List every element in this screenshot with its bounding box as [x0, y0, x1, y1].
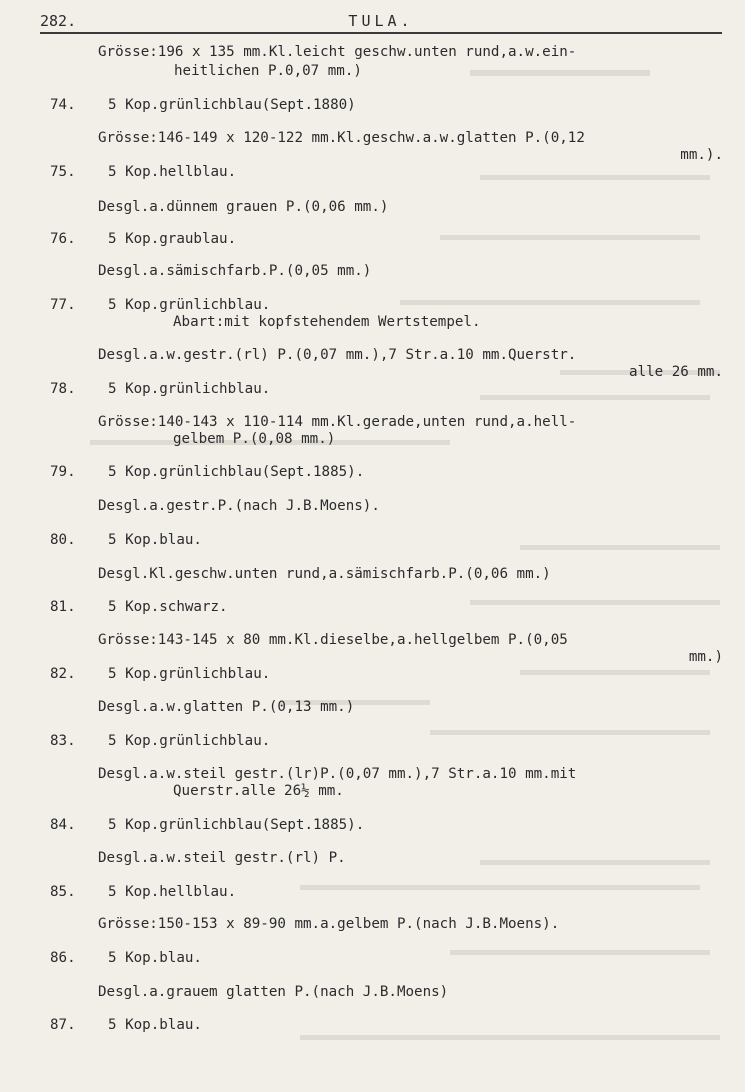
entry-title: 5 Kop.grünlichblau(Sept.1885).: [108, 817, 365, 833]
entry-title: 5 Kop.grünlichblau(Sept.1880): [108, 97, 356, 113]
entry-description: Desgl.a.dünnem grauen P.(0,06 mm.): [98, 199, 389, 215]
entry-title: 5 Kop.grünlichblau(Sept.1885).: [108, 464, 365, 480]
entry-number: 75.: [50, 164, 76, 180]
page-title: TULA.: [348, 12, 414, 30]
entry-title: 5 Kop.grünlichblau.: [108, 666, 271, 682]
text-line: heitlichen P.0,07 mm.): [174, 63, 362, 79]
entry-description: Desgl.a.w.steil gestr.(lr)P.(0,07 mm.),7 Str.a.10 mm.mit: [98, 766, 577, 782]
entry-title: 5 Kop.grünlichblau.: [108, 381, 271, 397]
entry-description: mm.).: [680, 147, 723, 163]
entry-description: Grösse:140-143 x 110-114 mm.Kl.gerade,unten rund,a.hell-: [98, 414, 577, 430]
entry-number: 77.: [50, 297, 76, 313]
entry-number: 76.: [50, 231, 76, 247]
entry-title: 5 Kop.schwarz.: [108, 599, 228, 615]
entry-description: Desgl.a.gestr.P.(nach J.B.Moens).: [98, 498, 380, 514]
entry-title: 5 Kop.blau.: [108, 532, 202, 548]
text-line: Grösse:196 x 135 mm.Kl.leicht geschw.unten rund,a.w.ein-: [98, 44, 577, 60]
entry-description: Desgl.a.w.gestr.(rl) P.(0,07 mm.),7 Str.a.10 mm.Querstr.: [98, 347, 577, 363]
entry-description: alle 26 mm.: [629, 364, 723, 380]
entry-description: gelbem P.(0,08 mm.): [173, 431, 336, 447]
entry-description: Desgl.a.w.steil gestr.(rl) P.: [98, 850, 346, 866]
entry-description: Desgl.a.grauem glatten P.(nach J.B.Moens): [98, 984, 449, 1000]
entry-number: 85.: [50, 884, 76, 900]
entry-description: Grösse:150-153 x 89-90 mm.a.gelbem P.(nach J.B.Moens).: [98, 916, 560, 932]
entry-number: 84.: [50, 817, 76, 833]
page-number: 282.: [40, 12, 77, 30]
entry-description: Desgl.a.w.glatten P.(0,13 mm.): [98, 699, 355, 715]
entry-description: Grösse:146-149 x 120-122 mm.Kl.geschw.a.w.glatten P.(0,12: [98, 130, 585, 146]
entry-title: 5 Kop.blau.: [108, 1017, 202, 1033]
entry-title: 5 Kop.blau.: [108, 950, 202, 966]
entry-title: 5 Kop.grünlichblau.: [108, 297, 271, 313]
entry-description: mm.): [688, 649, 723, 665]
entry-title: 5 Kop.grünlichblau.: [108, 733, 271, 749]
entry-title: 5 Kop.hellblau.: [108, 164, 237, 180]
entry-title: 5 Kop.graublau.: [108, 231, 237, 247]
entry-number: 74.: [50, 97, 76, 113]
entry-number: 79.: [50, 464, 76, 480]
entry-number: 80.: [50, 532, 76, 548]
entry-number: 82.: [50, 666, 76, 682]
entry-number: 81.: [50, 599, 76, 615]
entry-description: Grösse:143-145 x 80 mm.Kl.dieselbe,a.hellgelbem P.(0,05: [98, 632, 568, 648]
entry-number: 83.: [50, 733, 76, 749]
entry-number: 86.: [50, 950, 76, 966]
entry-description: Desgl.Kl.geschw.unten rund,a.sämischfarb.P.(0,06 mm.): [98, 566, 551, 582]
page-header: [40, 10, 722, 34]
entry-title: 5 Kop.hellblau.: [108, 884, 237, 900]
entry-description: Querstr.alle 26½ mm.: [173, 783, 344, 799]
entry-note: Abart:mit kopfstehendem Wertstempel.: [173, 314, 481, 330]
entry-number: 78.: [50, 381, 76, 397]
entry-number: 87.: [50, 1017, 76, 1033]
entry-description: Desgl.a.sämischfarb.P.(0,05 mm.): [98, 263, 372, 279]
